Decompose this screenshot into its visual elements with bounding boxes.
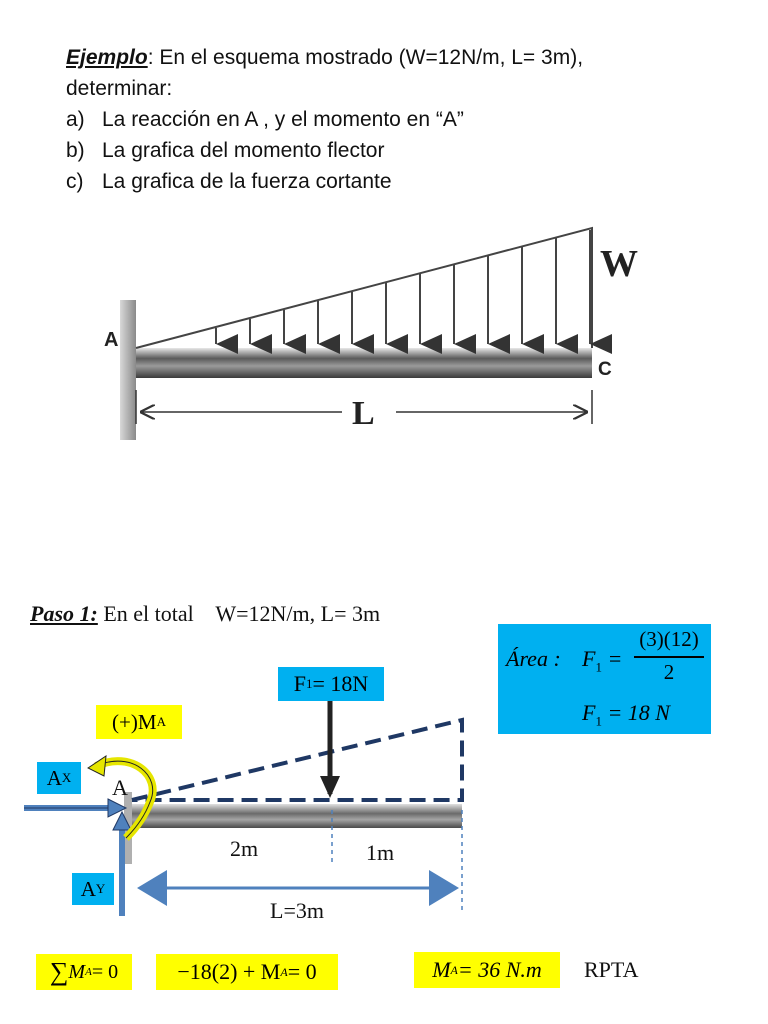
total-length-label: L=3m <box>270 898 324 923</box>
problem-statement <box>66 42 583 197</box>
ax-label-box: A X <box>37 762 81 794</box>
beam <box>136 348 592 378</box>
moment-result: M A = 36 N.m <box>414 952 560 988</box>
force-f1-box: F 1 = 18N <box>278 667 384 701</box>
free-body-diagram <box>0 580 768 930</box>
intro-line-2: determinar: <box>66 77 173 100</box>
moment-label-box: (+)M A <box>96 705 182 739</box>
ay-label-box: A Y <box>72 873 114 905</box>
rpta-label: RPTA <box>584 957 639 982</box>
sum-moments-equation: ∑ M A = 0 <box>36 954 132 990</box>
segment-1m-label: 1m <box>366 840 395 865</box>
label-a: A <box>104 329 119 351</box>
label-w: W <box>600 243 638 285</box>
moment-balance-equation: −18(2) + M A = 0 <box>156 954 338 990</box>
label-c: C <box>598 359 612 380</box>
cantilever-diagram <box>0 200 768 460</box>
step1-heading: Paso 1: En el total W=12N/m, L= 3m <box>30 601 381 626</box>
intro-line-1-rest: : En el esquema mostrado (W=12N/m, L= 3m), <box>147 46 584 69</box>
segment-2m-label: 2m <box>230 836 259 861</box>
area-box: Área : $F_1$ = (3)(12) 2 $F_1 = 18$ N <box>498 624 711 734</box>
point-a-label: A <box>112 775 128 800</box>
wall-support <box>120 300 136 440</box>
beam <box>132 804 462 828</box>
load-triangle <box>136 228 592 348</box>
list-item: c) La grafica de la fuerza cortante <box>66 170 392 193</box>
load-arrows <box>216 230 590 344</box>
intro-line-1 <box>66 42 583 73</box>
list-item: b) La grafica del momento flector <box>66 139 385 162</box>
example-heading: Ejemplo <box>66 46 148 69</box>
label-l: L <box>352 395 375 432</box>
list-item: a) La reacción en A , y el momento en “A” <box>66 108 464 131</box>
